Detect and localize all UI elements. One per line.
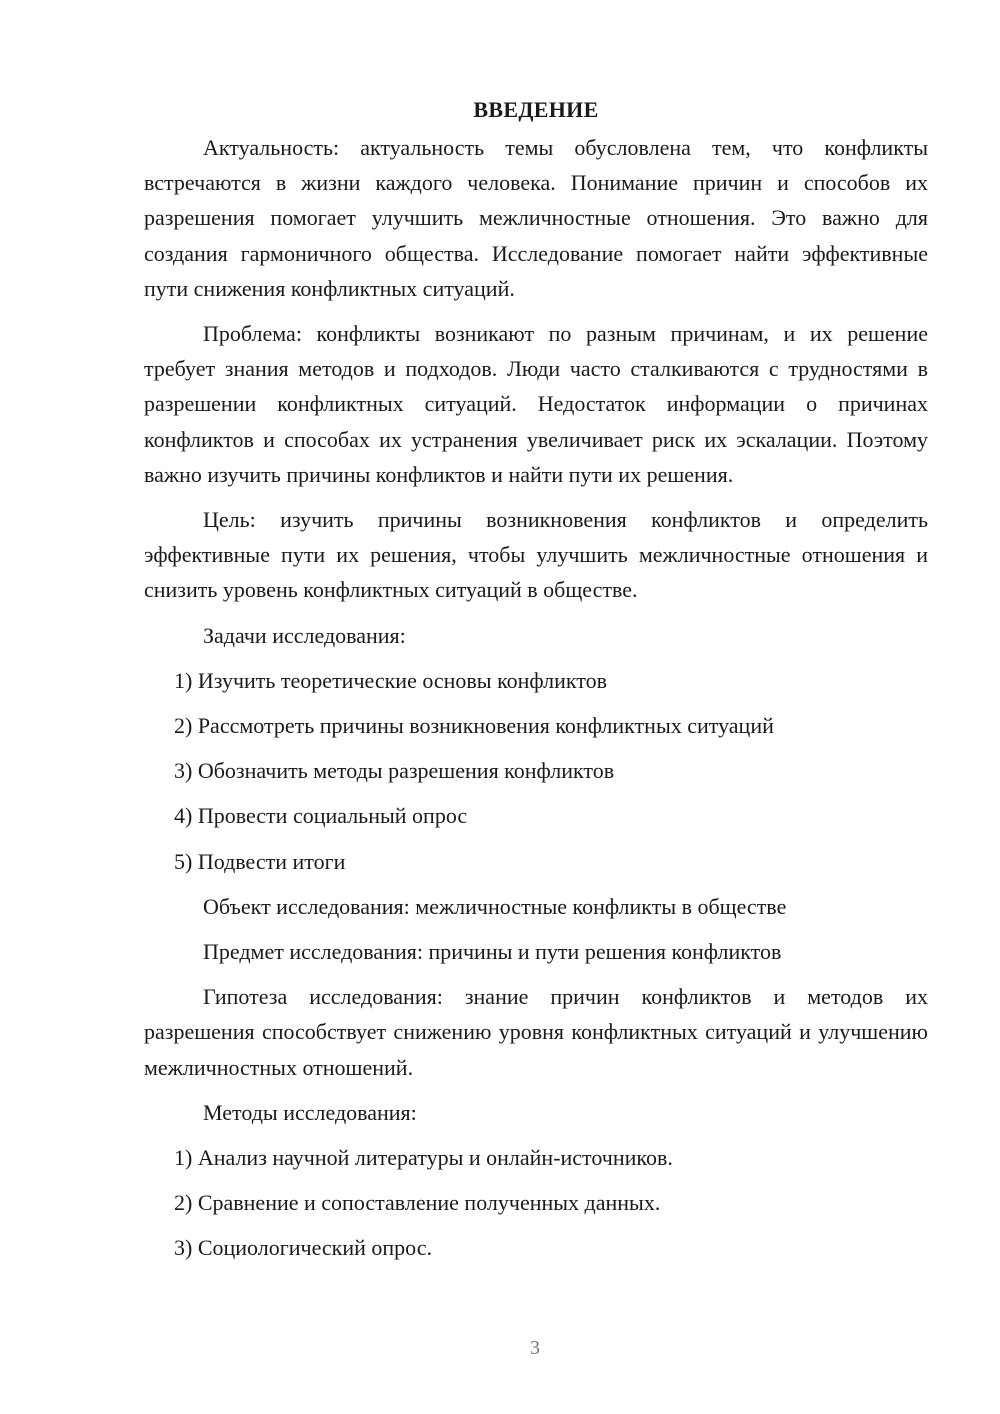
list-item: 2) Рассмотреть причины возникновения конфликтных ситуаций	[174, 713, 774, 739]
list-item: 3) Социологический опрос.	[174, 1235, 432, 1261]
list-item: 1) Анализ научной литературы и онлайн-источников.	[174, 1145, 673, 1171]
page-number: 3	[530, 1337, 540, 1359]
list-item: 4) Провести социальный опрос	[174, 803, 468, 829]
page-content	[144, 92, 928, 1276]
list-item: 1) Изучить теоретические основы конфликтов	[174, 667, 607, 693]
list-item: 3) Обозначить методы разрешения конфликтов	[174, 758, 615, 784]
methods-list	[144, 1140, 928, 1266]
paragraph-problem: Проблема: конфликты возникают по разным причинам, и их решение требует знания методов и подходов. Люди часто сталкиваются с трудностями в разрешении конфликтных ситуаций. Недостаток информации о причинах конфликтов и способах их устранения увеличивает риск их эскалации. Поэтому важно изучить причины конфликтов и найти пути их решения.	[144, 321, 928, 487]
tasks-heading: Задачи исследования:	[203, 622, 406, 648]
paragraph-hypothesis: Гипотеза исследования: знание причин конфликтов и методов их разрешения способствует снижению уровня конфликтных ситуаций и улучшению межличностных отношений.	[144, 984, 928, 1080]
tasks-list	[144, 663, 928, 879]
page-title: ВВЕДЕНИЕ	[473, 97, 599, 122]
methods-heading: Методы исследования:	[203, 1099, 417, 1125]
research-object: Объект исследования: межличностные конфликты в обществе	[203, 893, 787, 919]
list-item: 2) Сравнение и сопоставление полученных данных.	[174, 1190, 661, 1216]
paragraph-relevance: Актуальность: актуальность темы обусловлена тем, что конфликты встречаются в жизни каждого человека. Понимание причин и способов их разрешения помогает улучшить межличностные отношения. Это важно для создания гармоничного общества. Исследование помогает найти эффективные пути снижения конфликтных ситуаций.	[144, 135, 928, 301]
research-subject: Предмет исследования: причины и пути решения конфликтов	[203, 939, 782, 965]
paragraph-goal: Цель: изучить причины возникновения конфликтов и определить эффективные пути их решения, чтобы улучшить межличностные отношения и снизить уровень конфликтных ситуаций в обществе.	[144, 507, 928, 603]
list-item: 5) Подвести итоги	[174, 848, 346, 874]
